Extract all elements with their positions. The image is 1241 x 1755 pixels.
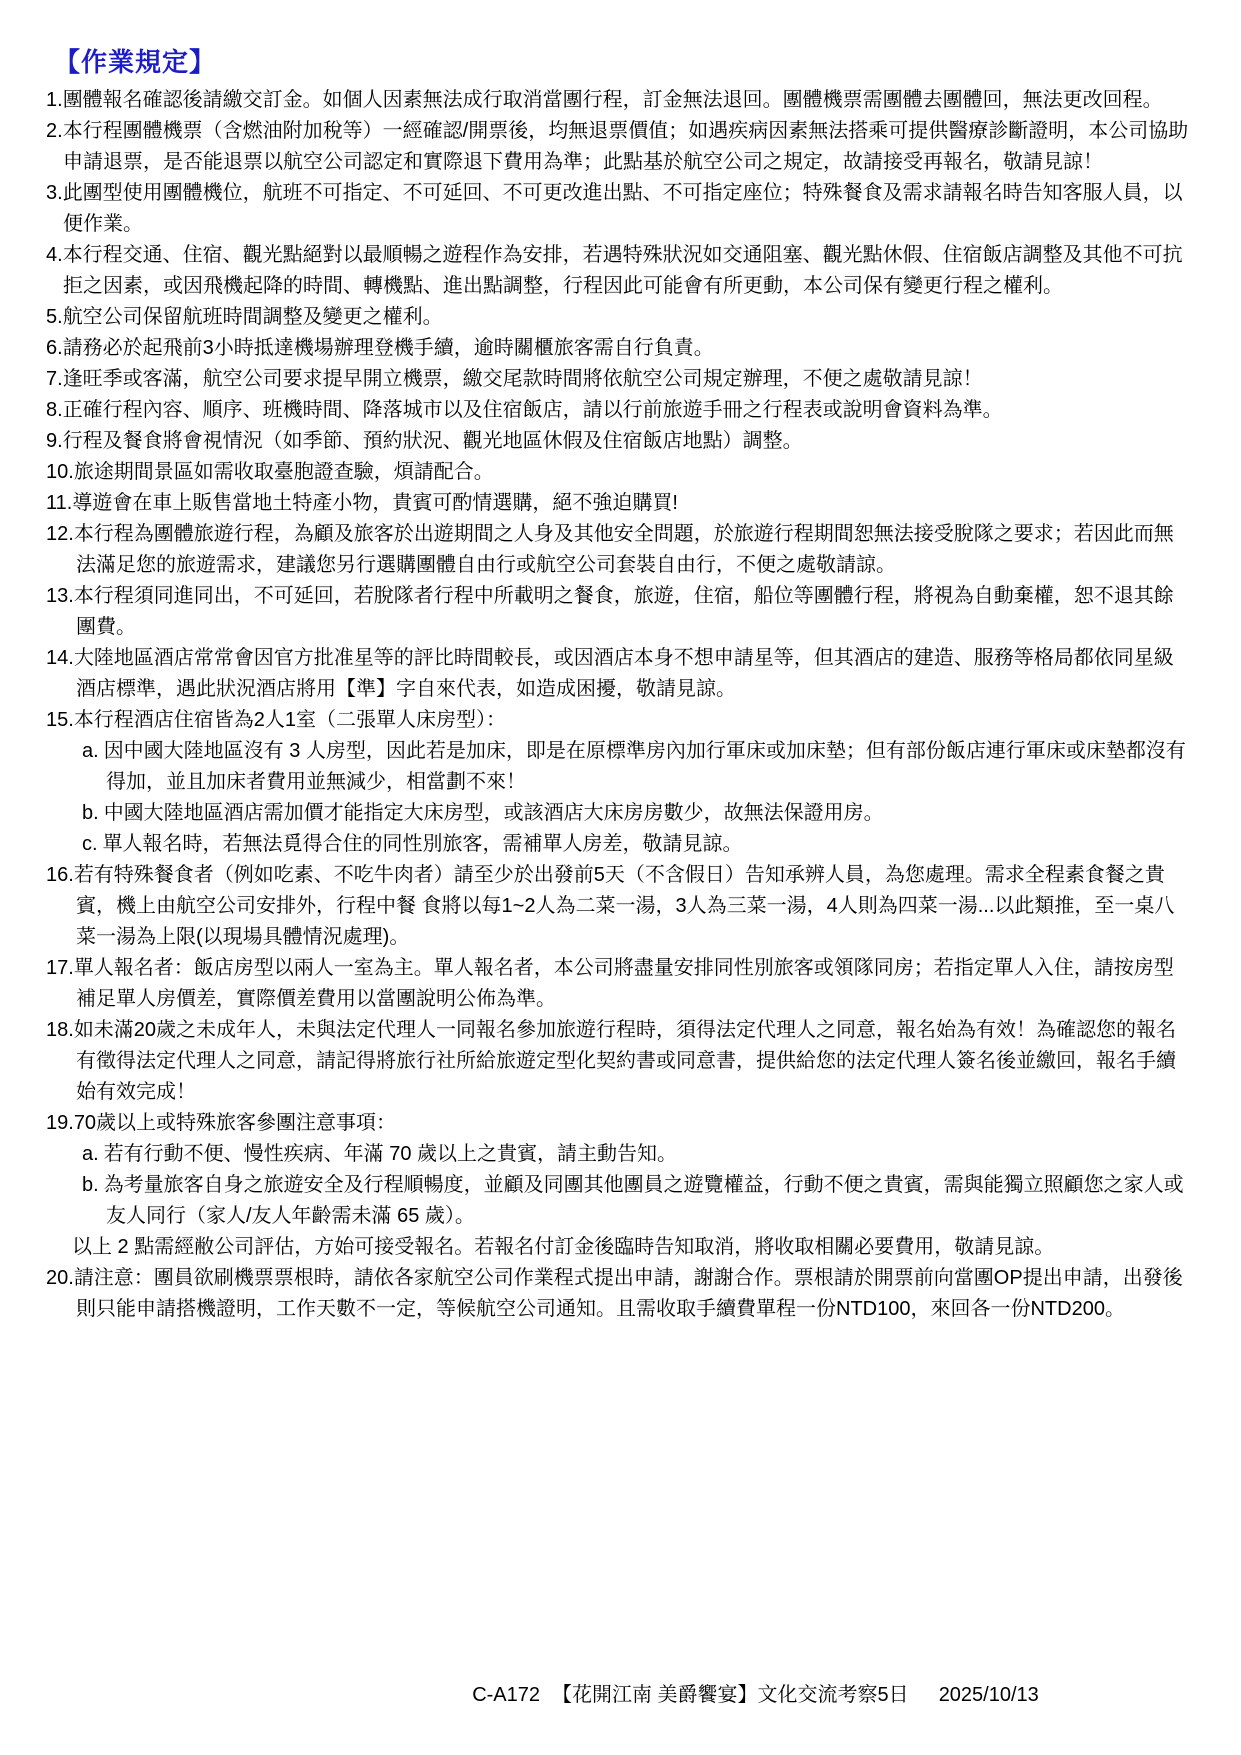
- regulation-item-8: [46, 395, 1191, 426]
- item-text: 逢旺季或客滿，航空公司要求提早開立機票，繳交尾款時間將依航空公司規定辦理，不便之處敬請見諒！: [62, 368, 983, 390]
- item-text: 大陸地區酒店常常會因官方批准星等的評比時間較長，或因酒店本身不想申請星等，但其酒店的建造、服務等格局都依同星級酒店標準，遇此狀況酒店將用【準】字自來代表，如造成困擾，敬請見諒。: [73, 647, 1174, 700]
- item-number: 18.: [46, 1019, 74, 1041]
- regulation-item-17: [46, 953, 1191, 1015]
- sub-item-label: a.: [82, 740, 99, 762]
- item-number: 5.: [46, 306, 63, 328]
- item-text: 本行程團體機票（含燃油附加稅等）一經確認/開票後，均無退票價值；如遇疾病因素無法搭乘可提供醫療診斷證明，本公司協助申請退票，是否能退票以航空公司認定和實際退下費用為準；此點基於航空公司之規定，故請接受再報名，敬請見諒！: [62, 120, 1189, 173]
- page-footer: [0, 1681, 1241, 1709]
- item-number: 11.: [46, 492, 73, 514]
- regulation-item-15: [46, 705, 1191, 736]
- item-text: 本行程為團體旅遊行程，為顧及旅客於出遊期間之人身及其他安全問題，於旅遊行程期間恕無法接受脫隊之要求；若因此而無法滿足您的旅遊需求，建議您另行選購團體自由行或航空公司套裝自由行，不便之處敬請諒。: [73, 523, 1174, 576]
- item-number: 3.: [46, 182, 63, 204]
- regulation-item-18: [46, 1015, 1191, 1108]
- item-number: 14.: [46, 647, 74, 669]
- item-text: 此團型使用團體機位，航班不可指定、不可延回、不可更改進出點、不可指定座位；特殊餐食及需求請報名時告知客服人員，以便作業。: [62, 182, 1183, 235]
- item-text: 團體報名確認後請繳交訂金。如個人因素無法成行取消當團行程，訂金無法退回。團體機票需團體去團體回，無法更改回程。: [62, 89, 1163, 111]
- sub-item-text: 單人報名時，若無法覓得合住的同性別旅客，需補單人房差，敬請見諒。: [102, 833, 743, 855]
- item-text: 若有特殊餐食者（例如吃素、不吃牛肉者）請至少於出發前5天（不含假日）告知承辨人員，為您處理。需求全程素食餐之貴賓，機上由航空公司安排外，行程中餐 食將以每1~2人為二菜一湯，3人為三菜一湯，4人則為四菜一湯...以此類推，至一桌八菜一湯為上限(以現場具體情況處理)。: [73, 864, 1175, 948]
- regulation-item-3: [46, 178, 1191, 240]
- item-number: 4.: [46, 244, 63, 266]
- sub-item-label: a.: [82, 1143, 99, 1165]
- item-text: 請注意：團員欲刷機票票根時，請依各家航空公司作業程式提出申請，謝謝合作。票根請於開票前向當團OP提出申請，出發後則只能申請搭機證明，工作天數不一定，等候航空公司通知。且需收取手續費單程一份NTD100，來回各一份NTD200。: [73, 1267, 1183, 1320]
- regulation-item-2: [46, 116, 1191, 178]
- footer-date: 2025/10/13: [938, 1684, 1039, 1706]
- regulation-item-5: [46, 302, 1191, 333]
- tour-code: C-A172: [472, 1684, 540, 1706]
- item-number: 17.: [46, 957, 74, 979]
- regulation-item-19a: [82, 1139, 1191, 1170]
- item-number: 6.: [46, 337, 63, 359]
- item-number: 16.: [46, 864, 74, 886]
- regulation-item-15b: [82, 798, 1191, 829]
- regulation-item-15a: [82, 736, 1191, 798]
- item-text: 航空公司保留航班時間調整及變更之權利。: [62, 306, 443, 328]
- item-number: 12.: [46, 523, 74, 545]
- item-number: 20.: [46, 1267, 74, 1289]
- item-text: 本行程須同進同出，不可延回，若脫隊者行程中所載明之餐食，旅遊，住宿，船位等團體行程，將視為自動棄權，恕不退其餘團費。: [73, 585, 1174, 638]
- regulation-item-19-note: 以上 2 點需經敝公司評估，方始可接受報名。若報名付訂金後臨時告知取消，將收取相關必要費用，敬請見諒。: [72, 1236, 1055, 1258]
- regulation-item-6: [46, 333, 1191, 364]
- item-number: 15.: [46, 709, 74, 731]
- regulation-item-19b: [82, 1170, 1191, 1232]
- item-number: 19.: [46, 1112, 74, 1134]
- item-text: 正確行程內容、順序、班機時間、降落城市以及住宿飯店，請以行前旅遊手冊之行程表或說明會資料為準。: [62, 399, 1003, 421]
- regulation-item-1: [46, 85, 1191, 116]
- regulation-item-7: [46, 364, 1191, 395]
- item-text: 請務必於起飛前3小時抵達機場辦理登機手續，逾時關櫃旅客需自行負責。: [62, 337, 714, 359]
- regulation-item-13: [46, 581, 1191, 643]
- item-number: 1.: [46, 89, 63, 111]
- regulation-item-20: [46, 1263, 1191, 1325]
- regulation-item-14: [46, 643, 1191, 705]
- item-number: 7.: [46, 368, 63, 390]
- sub-item-label: b.: [82, 1174, 99, 1196]
- item-text: 如未滿20歲之未成年人，未與法定代理人一同報名參加旅遊行程時，須得法定代理人之同意，報名始為有效！為確認您的報名有徵得法定代理人之同意，請記得將旅行社所給旅遊定型化契約書或同意書，提供給您的法定代理人簽名後並繳回，報名手續始有效完成！: [73, 1019, 1177, 1103]
- sub-item-text: 中國大陸地區酒店需加價才能指定大床房型，或該酒店大床房房數少，故無法保證用房。: [103, 802, 884, 824]
- regulation-item-15c: [82, 829, 1191, 860]
- item-text: 本行程交通、住宿、觀光點絕對以最順暢之遊程作為安排，若遇特殊狀況如交通阻塞、觀光點休假、住宿飯店調整及其他不可抗拒之因素，或因飛機起降的時間、轉機點、進出點調整，行程因此可能會有所更動，本公司保有變更行程之權利。: [62, 244, 1183, 297]
- regulation-item-4: [46, 240, 1191, 302]
- item-number: 10.: [46, 461, 74, 483]
- item-text: 本行程酒店住宿皆為2人1室（二張單人床房型）：: [73, 709, 507, 731]
- regulation-item-9: [46, 426, 1191, 457]
- item-text: 單人報名者：飯店房型以兩人一室為主。單人報名者，本公司將盡量安排同性別旅客或領隊同房；若指定單人入住，請按房型補足單人房價差，實際價差費用以當團說明公佈為準。: [73, 957, 1174, 1010]
- page-title: 【作業規定】: [54, 47, 217, 77]
- item-text: 旅途期間景區如需收取臺胞證查驗，煩請配合。: [73, 461, 494, 483]
- regulation-item-10: [46, 457, 1191, 488]
- item-number: 9.: [46, 430, 63, 452]
- item-text: 導遊會在車上販售當地土特產小物，貴賓可酌情選購，絕不強迫購買!: [72, 492, 678, 514]
- regulations-list: [46, 85, 1191, 1325]
- item-text: 行程及餐食將會視情況（如季節、預約狀況、觀光地區休假及住宿飯店地點）調整。: [62, 430, 803, 452]
- regulation-item-19: [46, 1108, 1191, 1139]
- item-number: 8.: [46, 399, 63, 421]
- sub-item-text: 若有行動不便、慢性疾病、年滿 70 歲以上之貴賓，請主動告知。: [103, 1143, 678, 1165]
- regulation-item-12: [46, 519, 1191, 581]
- sub-item-label: b.: [82, 802, 99, 824]
- regulation-item-16: [46, 860, 1191, 953]
- sub-item-label: c.: [82, 833, 98, 855]
- sub-item-text: 為考量旅客自身之旅遊安全及行程順暢度，並顧及同團其他團員之遊覽權益，行動不便之貴賓，需與能獨立照顧您之家人或友人同行（家人/友人年齡需未滿 65 歲）。: [103, 1174, 1184, 1227]
- item-number: 13.: [46, 585, 74, 607]
- tour-name: 【花開江南 美爵饗宴】文化交流考察5日: [552, 1684, 909, 1706]
- item-text: 70歲以上或特殊旅客參團注意事項：: [73, 1112, 397, 1134]
- regulation-item-11: [46, 488, 1191, 519]
- item-number: 2.: [46, 120, 63, 142]
- sub-item-text: 因中國大陸地區沒有 3 人房型，因此若是加床，即是在原標準房內加行軍床或加床墊；但有部份飯店連行軍床或床墊都沒有得加，並且加床者費用並無減少，相當劃不來！: [103, 740, 1186, 793]
